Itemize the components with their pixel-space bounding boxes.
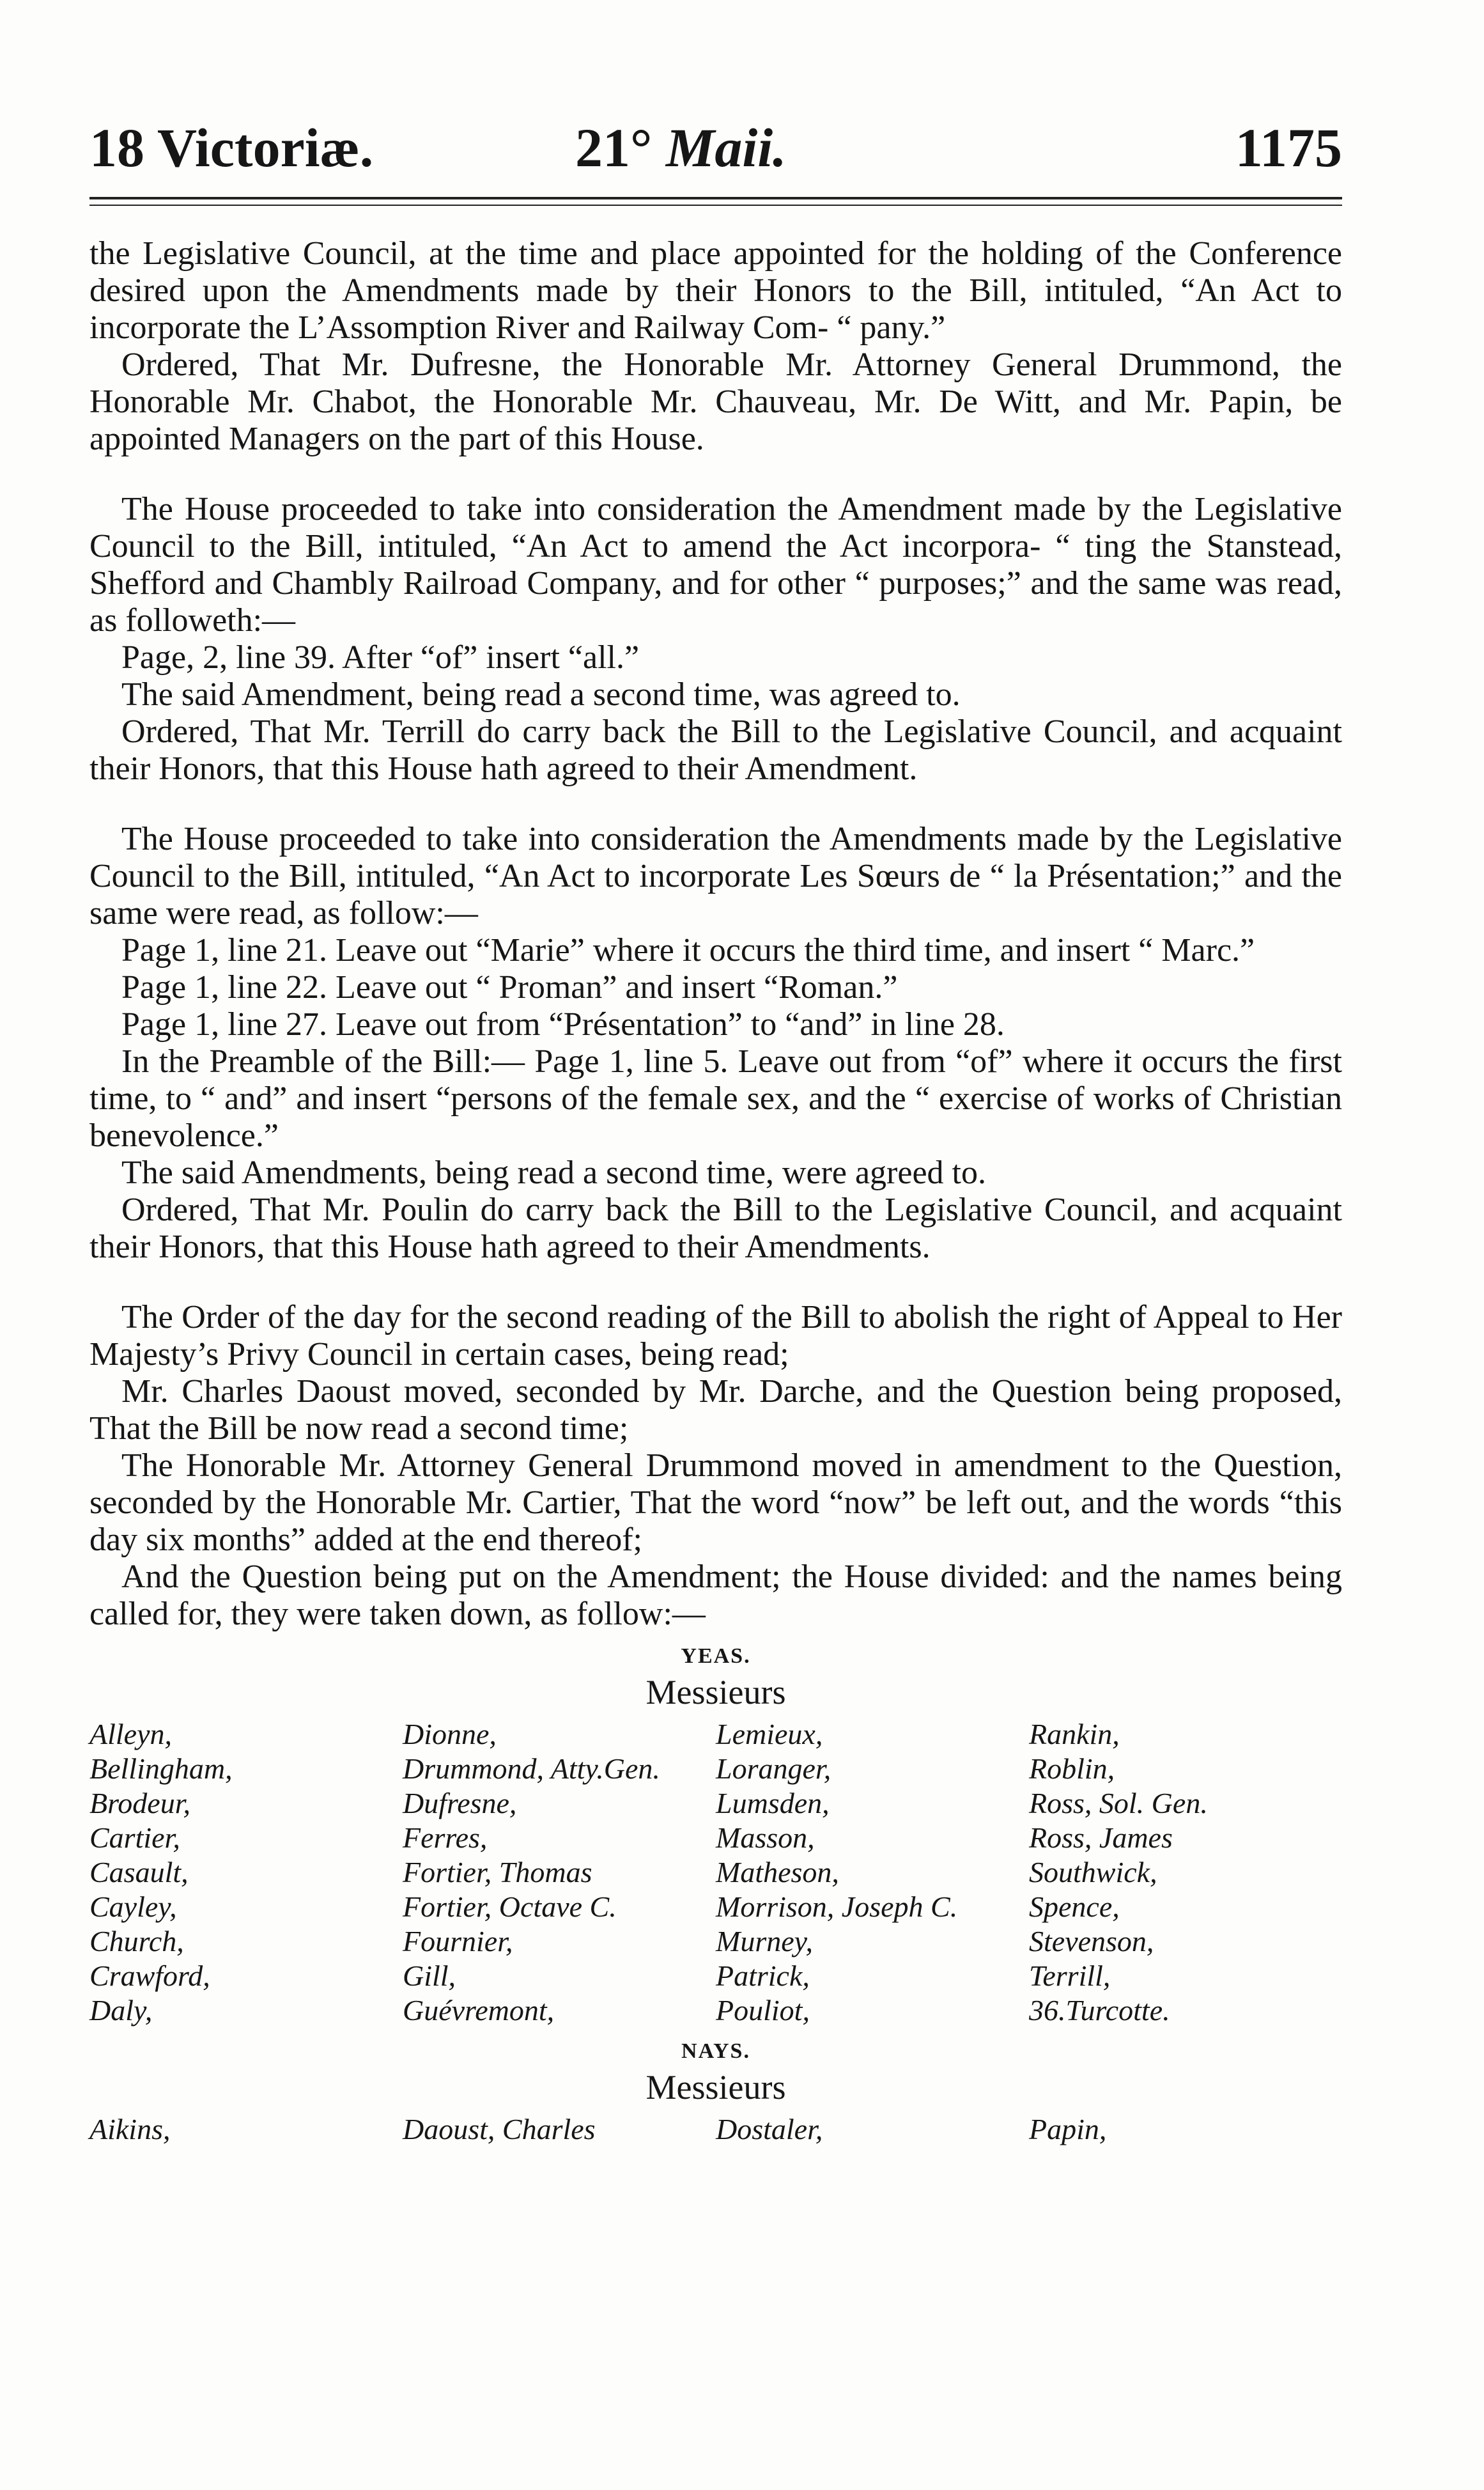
member-name: Crawford, (89, 1959, 210, 1992)
paragraph: The Order of the day for the second reading of the Bill to abolish the right of Appeal to Her Majesty’s Privy Council in certain cases, being read; (89, 1299, 1342, 1373)
header-date-word: Maii. (665, 117, 787, 178)
table-row (89, 1786, 1342, 1821)
member-name: Morrison, Joseph C. (716, 1890, 958, 1923)
paragraph: The said Amendments, being read a second time, were agreed to. (121, 1155, 986, 1191)
table-row (89, 1752, 1342, 1786)
paragraph: Page, 2, line 39. After “of” insert “all.” (121, 639, 640, 676)
nays-messieurs: Messieurs (645, 2068, 786, 2106)
member-name: Roblin, (1029, 1752, 1115, 1785)
member-name: Lumsden, (716, 1787, 830, 1819)
table-row (89, 1959, 1342, 1993)
paragraph: Ordered, That Mr. Dufresne, the Honorable Mr. Attorney General Drummond, the Honorable Mr. Chabot, the Honorable Mr. Chauveau, Mr. De Witt, and Mr. Papin, be appointed Managers on the part of this House. (89, 346, 1342, 457)
member-name: Patrick, (716, 1959, 810, 1992)
member-name: Stevenson, (1029, 1925, 1154, 1957)
header-regnal-year: 18 Victoriæ. (89, 117, 374, 178)
member-name: Dostaler, (716, 2113, 823, 2145)
member-name: Pouliot, (716, 1994, 810, 2027)
member-name: Murney, (716, 1925, 814, 1957)
paragraph: Page 1, line 21. Leave out “Marie” where it occurs the third time, and insert “ Marc.” (121, 932, 1255, 969)
member-name: Brodeur, (89, 1787, 191, 1819)
member-name: Fortier, Thomas (403, 1856, 592, 1888)
member-name: Fournier, (403, 1925, 513, 1957)
paragraph: The Honorable Mr. Attorney General Drummond moved in amendment to the Question, seconded by the Honorable Mr. Cartier, That the word “now” be left out, and the words “this day six months” added at the end thereof; (89, 1447, 1342, 1558)
member-name: Casault, (89, 1856, 189, 1888)
paragraph: The said Amendment, being read a second time, was agreed to. (121, 676, 961, 713)
member-name: Ferres, (403, 1821, 488, 1854)
nays-table (89, 2112, 1342, 2147)
member-name: Matheson, (716, 1856, 839, 1888)
yeas-messieurs: Messieurs (645, 1673, 786, 1711)
paragraph: Ordered, That Mr. Terrill do carry back the Bill to the Legislative Council, and acquaint their Honors, that this House hath agreed to their Amendment. (89, 713, 1342, 787)
yeas-table (89, 1717, 1342, 2028)
member-name: Church, (89, 1925, 184, 1957)
paragraph: Mr. Charles Daoust moved, seconded by Mr. Darche, and the Question being proposed, That the Bill be now read a second time; (89, 1373, 1342, 1447)
table-row (89, 1924, 1342, 1959)
header-page-number: 1175 (1235, 117, 1342, 178)
paragraph: And the Question being put on the Amendment; the House divided: and the names being called for, they were taken down, as follow:— (89, 1559, 1342, 1632)
table-row (89, 1717, 1342, 1752)
running-header (89, 109, 1342, 185)
member-name: Aikins, (89, 2113, 171, 2145)
table-row (89, 1821, 1342, 1855)
member-name: Ross, James (1029, 1821, 1173, 1854)
paragraph: The House proceeded to take into consideration the Amendment made by the Legislative Council to the Bill, intituled, “An Act to amend the Act incorpora- “ ting the Stanstead, Shefford and Chambly Railroad Company, and for other “ purposes;” and the same was read, as followeth:— (89, 491, 1342, 639)
member-name: Bellingham, (89, 1752, 233, 1785)
member-name: Loranger, (716, 1752, 831, 1785)
member-name: Gill, (403, 1959, 456, 1992)
member-name: Cartier, (89, 1821, 180, 1854)
member-name: Daly, (89, 1994, 153, 2027)
table-row (89, 1993, 1342, 2028)
member-name: Dufresne, (403, 1787, 517, 1819)
header-rule (89, 197, 1342, 206)
member-name: Dionne, (403, 1718, 497, 1750)
paragraph: Page 1, line 27. Leave out from “Présentation” to “and” in line 28. (121, 1006, 1005, 1043)
member-name: Lemieux, (716, 1718, 823, 1750)
member-name: Drummond, Atty.Gen. (403, 1752, 660, 1785)
member-name: Guévremont, (403, 1994, 555, 2027)
member-name: Rankin, (1029, 1718, 1120, 1750)
table-row (89, 1855, 1342, 1890)
paragraph: In the Preamble of the Bill:— Page 1, line 5. Leave out from “of” where it occurs the first time, to “ and” and insert “persons of the female sex, and the “ exercise of works of Christian benevolence.” (89, 1043, 1342, 1154)
yeas-heading: YEAS. (681, 1644, 751, 1668)
page (89, 109, 1342, 2147)
nays-heading: NAYS. (681, 2039, 750, 2063)
member-name: Alleyn, (89, 1718, 172, 1750)
header-date (575, 117, 787, 178)
member-name: Terrill, (1029, 1959, 1111, 1992)
header-date-num: 21° (575, 117, 653, 178)
table-row (89, 2112, 1342, 2147)
paragraph: The House proceeded to take into consideration the Amendments made by the Legislative Council to the Bill, intituled, “An Act to incorporate Les Sœurs de “ la Présentation;” and the same were read, as follow:— (89, 821, 1342, 931)
member-name: Ross, Sol. Gen. (1029, 1787, 1208, 1819)
table-row (89, 1890, 1342, 1924)
member-name: Daoust, Charles (403, 2113, 596, 2145)
member-name: Cayley, (89, 1890, 177, 1923)
member-name: 36.Turcotte. (1029, 1994, 1170, 2027)
member-name: Fortier, Octave C. (403, 1890, 617, 1923)
member-name: Papin, (1029, 2113, 1107, 2145)
paragraph: the Legislative Council, at the time and place appointed for the holding of the Conference desired upon the Amendments made by their Honors to the Bill, intituled, “An Act to incorporate the L’Assomption River and Railway Com- “ pany.” (89, 235, 1342, 346)
member-name: Spence, (1029, 1890, 1120, 1923)
paragraph: Page 1, line 22. Leave out “ Proman” and insert “Roman.” (121, 969, 898, 1006)
member-name: Masson, (716, 1821, 815, 1854)
member-name: Southwick, (1029, 1856, 1157, 1888)
paragraph: Ordered, That Mr. Poulin do carry back the Bill to the Legislative Council, and acquaint their Honors, that this House hath agreed to their Amendments. (89, 1192, 1342, 1265)
